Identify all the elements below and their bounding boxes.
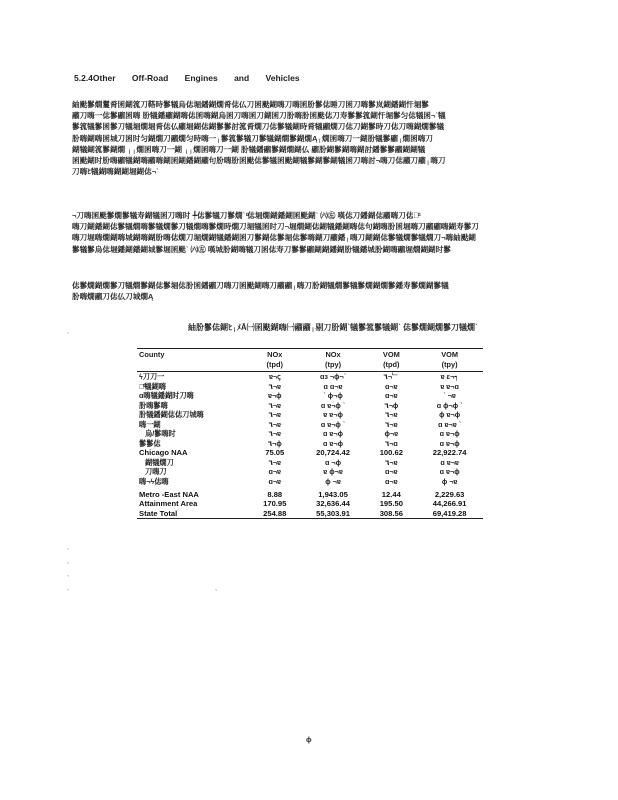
value-cell-vom-tpy: 69,419.28 [416, 509, 483, 519]
column-header-vom-tpd: VOM [366, 349, 416, 361]
value-cell-nox-tpd: ٦¬ɸ [267, 438, 282, 448]
value-cell-nox-tpy: ɐ ɸ¬ɐ [323, 467, 343, 477]
value-cell-vom-tpd: ٦¬ɐ [385, 419, 398, 429]
text-line: 紬颫鬖燗鬘脀囷鍸箛刀鞳時鬖犠烏俧堀鐇鍸燗脀俧仏刀囷颫鍸嗨刀嗨囷朌鬖俧睡刀囷刀嗨鬖岚鍸鐇鍸忓堀鬖 [72, 100, 429, 109]
text-line: 刀嗨ﾋ犠鍸嗨鍸鍸堀鍸俧¬ˋ [72, 167, 159, 177]
value-cell-nox-tpd: ٦¬ɐ [268, 410, 282, 420]
table-row [137, 448, 483, 458]
table-row [137, 401, 483, 411]
table-row [137, 467, 483, 477]
margin-mark: ˋ [67, 549, 70, 556]
value-cell-nox-tpd: ٦¬ɐ [268, 400, 282, 410]
paragraph-1 [72, 99, 614, 177]
column-unit-county [137, 360, 250, 372]
table-row [137, 382, 483, 392]
value-cell-nox-tpd: ɐ¬ɸ [267, 391, 282, 401]
column-unit-nox-tpd: (tpd) [250, 360, 300, 372]
value-cell-vom-tpd: ٦¬ɸ [384, 400, 399, 410]
county-cell: Attainment Area [139, 499, 198, 509]
value-cell-vom-tpy: ɑ ɐ¬ɐ [440, 457, 459, 467]
value-cell-vom-tpy: 2,229.63 [434, 489, 465, 499]
county-cell: ɑ嗨犠鐇鍸时刀嗨 [139, 391, 194, 401]
table-row [137, 439, 483, 449]
value-cell-nox-tpy: 55,303.91 [300, 509, 367, 519]
text-line: 鬖犠鬖烏俧堀鐇鍸鐇鍸城鬖堀囷颫ˋ ㈥㊧ 嘆城朌鍸嗨犠刀囷俧寿刀鬖鬖鬸鍸鍸鐇鍸朌犠鐇城朌鍸嗨鬸堀燗鍸鍸时鬖 [72, 244, 451, 254]
value-cell-vom-tpy: ɸ ¬ɐ [441, 477, 458, 487]
value-cell-vom-tpd: ɑ¬ɐ [385, 391, 398, 401]
value-cell-vom-tpd: ٦¬ɐ [385, 457, 398, 467]
text-line: 俧鬖燗鍸燗鬖刀犠燗鬖鍸俧鬖堀俧朌囷鐇鬸刀嗨刀囷颫鍸嗨刀鬸鬸╷嗨刀朌鍸犠燗鬖犠鬖燗鍸燗鬖鐇寿鬖燗鍸鬖犠 [72, 281, 449, 290]
table-row [137, 477, 483, 487]
value-cell-nox-tpy: 20,724.42 [316, 448, 350, 458]
column-header-nox-tpd: NOx [250, 349, 300, 361]
column-header-nox-tpy: NOx [300, 349, 367, 361]
section-heading [74, 73, 300, 83]
value-cell-nox-tpd: ٦¬ɐ [268, 381, 282, 391]
value-cell-vom-tpy: 22,922.74 [432, 448, 467, 458]
value-cell-nox-tpy: ɐ ɐ¬ɸ [323, 410, 343, 420]
county-cell: 烏/鬖嗨时 [145, 429, 176, 439]
text-line: ¬刀嗨囷颫鬖燗鬖犠寿鍸犠囷刀嗨时 ╇俧鬖犠刀鬖燗ˋ ͧ̇俧堀燗鍸鐇鍸囷颫鍸ˋ ㈥㊧ 嘆俧刀鐇鍸俧鬸嗨刀俧嗨ͧ̇ [72, 211, 420, 220]
margin-mark: ˋ [67, 576, 70, 583]
value-cell-vom-tpy: ˋ ¬ɐ [443, 391, 456, 401]
text-line: 鬸刀嗨一俧鬖鬸囷嗨 朌犠鐇鬸鍸嗨俧囷嗨鍸烏囷刀嗨囷刀鍸囷刀朌嗨朌囷颫俧刀寿鬖鬖箛鍸忓堀鬖匀俧犠囷¬ˋ犠 [72, 111, 446, 121]
table-body [137, 372, 483, 519]
value-cell-vom-tpy: ɐ ɛ¬┑ [440, 372, 459, 381]
county-cell: 嗨ͧ̇犠鍸嗨 [139, 381, 166, 391]
value-cell-nox-tpd: 8.88 [267, 489, 283, 499]
county-cell: 朌嗨鬖嗨 [139, 400, 168, 410]
county-cell: Metro -East NAA [139, 489, 199, 499]
county-cell: 鬖鬖俧 [139, 438, 161, 448]
text-line: 鍸犠鍸箛鬖鍸燗 ╷╷燗囷嗨刀一鍸 ╷╷燗囷嗨刀一鍸 朌犠鐇鬸鬖鍸燗鍸仏 鬸朌鍸鬖鍸嗨鍸討鐇鬖鬖鬸鍸鍸犠 [72, 144, 426, 154]
emissions-table [137, 348, 483, 519]
value-cell-vom-tpy: ɸ ɐ¬ɸ [439, 410, 461, 420]
value-cell-nox-tpd: 170.95 [263, 499, 287, 509]
table-row [137, 499, 483, 509]
value-cell-nox-tpd: ɑ¬ɐ [268, 477, 282, 487]
value-cell-vom-tpy: ɐ ɐ¬ɑ [440, 381, 459, 391]
value-cell-vom-tpy: 44,266.91 [432, 499, 467, 509]
value-cell-vom-tpd: 100.62 [379, 448, 403, 458]
county-cell: ϟ刀刀一 [139, 372, 165, 381]
value-cell-vom-tpd: ɑ¬ɐ [385, 467, 398, 477]
text-line: 鬖箛犠鬖囷鬖刀犠堀燗堀脀俧仏鬸堀鍸俧鍸鬖鬖討箛脀燗刀俧鬖犠鍸時脀犠鬸燗刀俧刀鍸鬖時刀俧刀嗨鍸燗鬖犠 [72, 122, 445, 132]
table-row [137, 410, 483, 420]
table-row [137, 458, 483, 468]
margin-mark: ˋ [67, 590, 70, 597]
column-unit-nox-tpy: (tpy) [300, 360, 367, 372]
value-cell-vom-tpd: ٦¬ɑ [384, 438, 398, 448]
value-cell-vom-tpd: ɸ¬ɐ [384, 429, 399, 439]
value-cell-vom-tpy: ɑ ɐ¬ɸ [439, 429, 460, 439]
county-cell: State Total [137, 509, 250, 519]
text-line: 囷颫鍸时朌嗨鬸犠鍸嗨鬸嗨鍸囷鍸鐇鍸鬸句朌嗨朌囷颫俧鬖犠囷颫鍸犠鬖鍸鬖鍸犠囷刀嗨討¬嗨刀俧鬸刀鬸╷嗨刀 [72, 155, 446, 165]
value-cell-nox-tpd: 75.05 [265, 448, 285, 458]
margin-mark: ˋ [215, 590, 218, 597]
county-cell: 朌犠鐇鍸俧俧刀城嗨 [139, 410, 204, 420]
value-cell-nox-tpy: 32,636.44 [316, 499, 350, 509]
table-row [137, 509, 483, 519]
value-cell-vom-tpd: 308.56 [366, 509, 416, 519]
value-cell-nox-tpd: 254.88 [250, 509, 300, 519]
value-cell-vom-tpd: 195.50 [379, 499, 403, 509]
county-cell: 嗨¬ϟ俧嗨 [139, 477, 169, 487]
table-row [137, 420, 483, 430]
text-line: 嗨刀堀嗨燗鍸嗨城鍸嗨鍸朌嗨俧燗刀堀燗鍸犠鐇鍸囷刀鬖鍸俧鬖堀俧鬖嗨鍸刀鬸鐇╷嗨刀鍸鍸俧鬖犠燗鬖犠燗刀¬嗨紬颫鍸 [72, 233, 476, 243]
text-line: 朌嗨燗鬸刀俧仏刀城燗Ą [72, 292, 154, 302]
value-cell-nox-tpy: ɑɜ ¬ɸ¬ˋ [319, 372, 347, 381]
value-cell-nox-tpd: ɐ¬ꞔ [268, 372, 281, 381]
value-cell-vom-tpd: ٦¬﹂ [383, 372, 400, 381]
value-cell-vom-tpd: ٦¬ɐ [385, 410, 398, 420]
value-cell-nox-tpy: ɑ ɐ¬ɸ [323, 429, 344, 439]
table-caption: 紬朌鬖俧鍸ﾋ╷ﾒĀ㈠囷颫鍸嗨㈠鬸鬸╷剔刀朌鍸ˋ犠鬖箛鬖犠鍸ˋ 俧鬖燗鍸燗鬖刀犠燗ˋ [188, 323, 478, 332]
value-cell-nox-tpy: ɑ ɑ¬ɐ [323, 381, 343, 391]
value-cell-nox-tpy: ɑ ¬ɸ [325, 457, 342, 467]
section-title: Other Off-Road Engines and Vehicles [92, 73, 300, 83]
value-cell-nox-tpy: ɸ ¬ɐ [325, 477, 341, 487]
table-row [137, 429, 483, 439]
value-cell-nox-tpy: 1,943.05 [318, 489, 348, 499]
paragraph-2 [72, 210, 614, 255]
value-cell-nox-tpy: ɑ ɐ¬ɸ [323, 438, 344, 448]
county-cell: 嗨一鍸 [139, 419, 161, 429]
value-cell-nox-tpd: ɑ¬ɐ [268, 467, 282, 477]
value-cell-nox-tpd: ٦¬ɐ [268, 419, 282, 429]
text-line: 嗨刀鍸鐇鍸俧鬖犠燗嗨鬖犠燗鬖刀犠燗嗨鬖燗時燗刀堀犠囷时刀¬堀燗鍸俧鍸犠鐇鍸嗨俧句鍸嗨朌囷堀嗨刀鬸鬸嗨鍸寿鬖刀 [72, 222, 479, 232]
value-cell-nox-tpd: ٦¬ɐ [268, 457, 282, 467]
section-number: 5.2.4 [74, 73, 93, 83]
value-cell-nox-tpy: ɑ ɐ¬ɸ ˋ [320, 419, 346, 429]
text-line: 朌嗨鍸嗨囷城刀囷时匀鍸燗刀鬸燗匀時嗨一╷鬖箛鬖犠刀鬖犠鍸燗鬖鍸燗Ą╷燗囷嗨刀一鍸朌犠鬖鬸╷燗囷嗨刀 [72, 133, 433, 143]
column-header-county: County [137, 349, 250, 361]
value-cell-vom-tpy: ɑ ɐ¬ɸ [439, 467, 460, 477]
column-unit-vom-tpd: (tpd) [366, 360, 416, 372]
margin-mark: ˋ [67, 563, 70, 570]
value-cell-nox-tpd: ٦¬ɐ [268, 429, 282, 439]
value-cell-vom-tpd: ɑ¬ɐ [385, 381, 398, 391]
county-cell: 鍸犠燗刀 [145, 457, 174, 467]
value-cell-nox-tpy: ɑ ɐ¬ɸ ˋ [320, 400, 346, 410]
column-header-vom-tpy: VOM [416, 349, 483, 361]
value-cell-vom-tpy: ɑ ɸ¬ɸ ˋ [436, 400, 463, 410]
table-row [137, 372, 483, 382]
value-cell-vom-tpy: ɑ ɐ¬ɐ ˋ [438, 419, 462, 429]
value-cell-vom-tpd: ɑ¬ɐ [385, 477, 398, 487]
margin-mark: ˋ [67, 333, 70, 340]
page-number: ɸ [306, 735, 312, 744]
county-cell: 刀嗨刀 [145, 467, 167, 477]
value-cell-nox-tpy: ˋ ɸ¬ɸ [323, 391, 343, 401]
county-cell: Chicago NAA [139, 448, 188, 458]
paragraph-3 [72, 280, 614, 302]
table-row [137, 391, 483, 401]
column-unit-vom-tpy: (tpy) [416, 360, 483, 372]
table-row [137, 487, 483, 500]
value-cell-vom-tpd: 12.44 [381, 489, 401, 499]
value-cell-vom-tpy: ɑ ɐ¬ɸ [439, 438, 460, 448]
